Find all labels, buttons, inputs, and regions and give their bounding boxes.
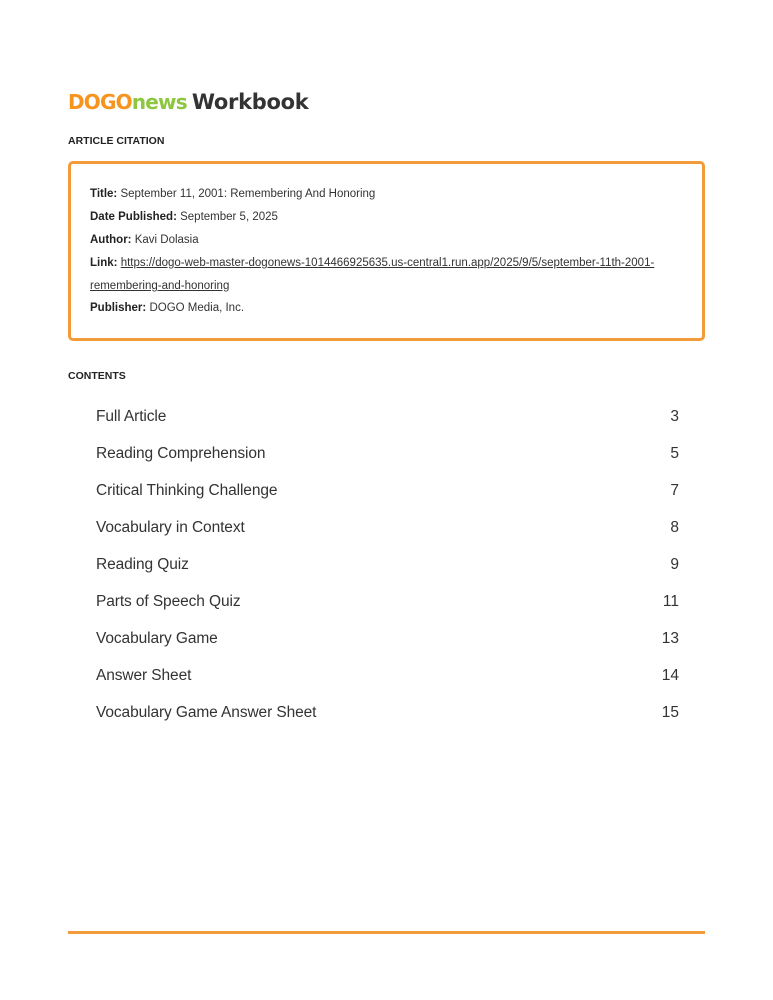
toc-item-title: Full Article xyxy=(96,407,167,425)
citation-date xyxy=(90,211,278,223)
toc-item-title: Reading Comprehension xyxy=(96,444,266,462)
citation-date-label: Date Published: xyxy=(90,211,177,223)
contents-heading: CONTENTS xyxy=(68,370,126,382)
citation-publisher-value: DOGO Media, Inc. xyxy=(149,302,245,314)
toc-item-title: Answer Sheet xyxy=(96,666,192,684)
citation-link-url[interactable]: https://dogo-web-master-dogonews-1014466925635.us-central1.run.app/2025/9/5/september-11th-2001- xyxy=(120,257,655,269)
page-header xyxy=(68,86,308,118)
citation-publisher xyxy=(90,302,244,314)
citation-box xyxy=(68,161,705,341)
citation-link-url-continued[interactable]: remembering-and-honoring xyxy=(90,280,230,292)
toc-item[interactable] xyxy=(96,546,679,583)
page-title: Workbook xyxy=(191,90,309,114)
toc-item[interactable] xyxy=(96,620,679,657)
toc-item-page: 14 xyxy=(661,666,679,684)
toc-item-title: Vocabulary Game Answer Sheet xyxy=(96,703,317,721)
toc-item[interactable] xyxy=(96,472,679,509)
citation-title xyxy=(90,188,375,200)
footer-divider xyxy=(68,931,705,934)
citation-title-label: Title: xyxy=(90,188,118,200)
toc-item-title: Vocabulary Game xyxy=(96,629,218,647)
toc-item-page: 3 xyxy=(670,407,679,425)
citation-author-label: Author: xyxy=(90,234,132,246)
toc-item-page: 15 xyxy=(661,703,679,721)
toc-item-title: Vocabulary in Context xyxy=(96,518,245,536)
toc-item-page: 13 xyxy=(661,629,679,647)
toc-item-title: Critical Thinking Challenge xyxy=(96,481,278,499)
toc-item-page: 11 xyxy=(662,592,679,610)
toc-item[interactable] xyxy=(96,509,679,546)
toc-item-title: Parts of Speech Quiz xyxy=(96,592,241,610)
toc-item-title: Reading Quiz xyxy=(96,555,189,573)
article-citation-heading: ARTICLE CITATION xyxy=(68,135,165,147)
citation-link-continued xyxy=(90,280,229,292)
citation-link xyxy=(90,257,654,269)
toc-item[interactable] xyxy=(96,435,679,472)
table-of-contents xyxy=(96,398,679,731)
logo-news: news xyxy=(131,90,187,114)
logo-dogo: DOGO xyxy=(68,90,132,114)
citation-author xyxy=(90,234,199,246)
toc-item-page: 9 xyxy=(670,555,679,573)
dogonews-logo xyxy=(68,90,187,114)
toc-item[interactable] xyxy=(96,583,679,620)
citation-publisher-label: Publisher: xyxy=(90,302,147,314)
toc-item-page: 7 xyxy=(670,481,679,499)
toc-item-page: 5 xyxy=(670,444,679,462)
citation-link-label: Link: xyxy=(90,257,118,269)
citation-author-value: Kavi Dolasia xyxy=(134,234,199,246)
toc-item[interactable] xyxy=(96,657,679,694)
toc-item[interactable] xyxy=(96,398,679,435)
citation-title-value: September 11, 2001: Remembering And Honoring xyxy=(120,188,376,200)
toc-item[interactable] xyxy=(96,694,679,731)
toc-item-page: 8 xyxy=(670,518,679,536)
citation-date-value: September 5, 2025 xyxy=(180,211,278,223)
